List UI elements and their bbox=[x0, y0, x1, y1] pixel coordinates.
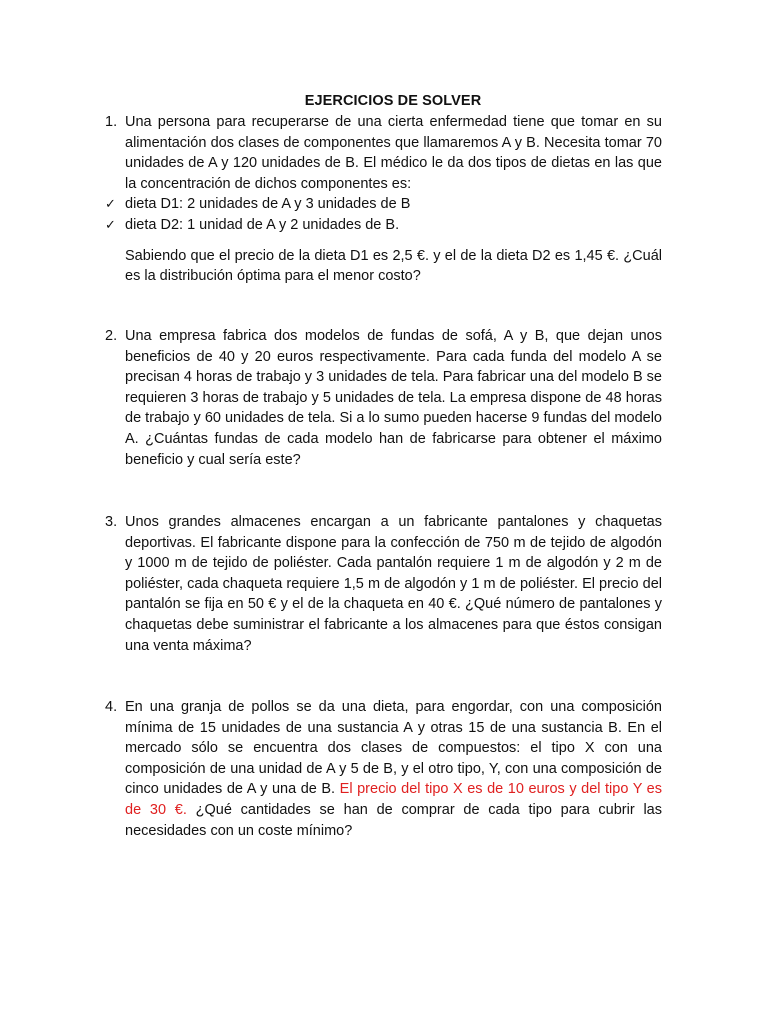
exercise-question: Sabiendo que el precio de la dieta D1 es 2,5 €. y el de la dieta D2 es 1,45 €. ¿Cuál es la distribución óptima para el menor costo? bbox=[125, 247, 662, 285]
exercise-text-end: ¿Qué cantidades se han de comprar de cada tipo para cubrir las necesidades con un coste mínimo? bbox=[125, 801, 662, 839]
exercise-number: 4. bbox=[105, 699, 118, 715]
exercise-number: 2. bbox=[105, 328, 118, 344]
exercise-body bbox=[125, 326, 662, 470]
diet-list bbox=[105, 194, 662, 235]
exercise-text bbox=[125, 697, 662, 841]
document-title: EJERCICIOS DE SOLVER bbox=[304, 93, 482, 109]
exercise-number: 3. bbox=[105, 514, 118, 530]
checkmark-icon: ✓ bbox=[105, 196, 116, 212]
exercise-intro: Una persona para recuperarse de una cierta enfermedad tiene que tomar en su alimentación dos clases de componentes que llamaremos A y B. Necesita tomar 70 unidades de A y 120 unidades de B. El médico le da dos tipos de dietas en las que la concentración de dichos componentes es: bbox=[125, 114, 662, 192]
checkmark-icon: ✓ bbox=[105, 216, 116, 232]
exercise-text: Unos grandes almacenes encargan a un fabricante pantalones y chaquetas deportivas. El fabricante dispone para la confección de 750 m de tejido de algodón y 1000 m de tejido de poliéster. Cada pantalón requiere 1 m de algodón y 2 m de poliéster, cada chaqueta requiere 1,5 m de algodón y 1 m de poliéster. El precio del pantalón se fija en 50 € y el de la chaqueta en 40 €. ¿Qué número de pantalones y chaquetas debe suministrar el fabricante a los almacenes para que éstos consigan una venta máxima? bbox=[125, 514, 662, 654]
exercise-body bbox=[105, 112, 662, 287]
diet-d1-text: dieta D1: 2 unidades de A y 3 unidades de B bbox=[125, 196, 411, 213]
exercise-text-start: En una granja de pollos se da una dieta, para engordar, con una composición mínima de 15 unidades de una sustancia A y otras 15 de una sustancia B. En el mercado sólo se encuentra dos clases de compuestos: el tipo X con una composición de una unidad de A y 5 de B, y el otro tipo, Y, con una composición de cinco unidades de A y una de B. bbox=[125, 699, 662, 798]
exercise-body bbox=[125, 512, 662, 656]
price-highlight: El precio del tipo X es de 10 euros y del tipo Y es de 30 €. bbox=[125, 781, 662, 818]
exercise-body bbox=[125, 697, 662, 841]
paragraph-spacer bbox=[125, 236, 662, 246]
exercise-number: 1. bbox=[105, 114, 118, 130]
exercise-text: Una empresa fabrica dos modelos de fundas de sofá, A y B, que dejan unos beneficios de 40 y 20 euros respectivamente. Para cada funda del modelo A se precisan 4 horas de trabajo y 3 unidades de tela. Para fabricar una del modelo B se requieren 3 horas de trabajo y 5 unidades de tela. La empresa dispone de 48 horas de trabajo y 60 unidades de tela. Si a lo sumo pueden hacerse 9 fundas del modelo A. ¿Cuántas fundas de cada modelo han de fabricarse para obtener el máximo beneficio y cual sería este? bbox=[125, 328, 662, 468]
list-item bbox=[105, 215, 662, 236]
list-item bbox=[105, 194, 662, 215]
diet-d2-text: dieta D2: 1 unidad de A y 2 unidades de B. bbox=[125, 216, 400, 233]
